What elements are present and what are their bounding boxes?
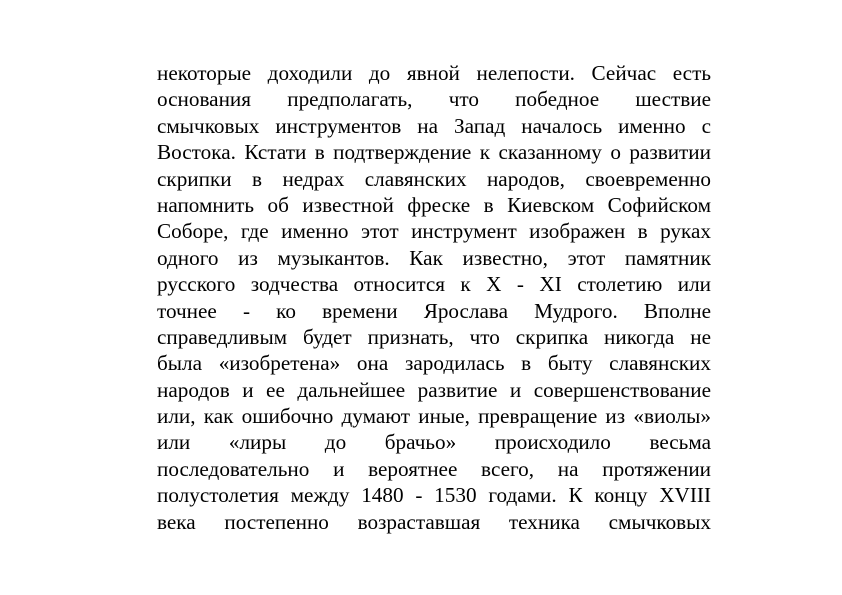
text-line: была «изобретена» она зародилась в быту славянских	[157, 351, 711, 376]
text-line: основания предполагать, что победное шествие	[157, 87, 711, 112]
text-line: смычковых инструментов на Запад началось именно с	[157, 113, 711, 138]
text-line: скрипки в недрах славянских народов, своевременно	[157, 166, 711, 191]
text-line: справедливым будет признать, что скрипка никогда не	[157, 324, 711, 349]
text-line: полустолетия между 1480 - 1530 годами. К концу XVIII	[157, 483, 711, 508]
text-line: русского зодчества относится к X - XI столетию или	[157, 272, 711, 297]
body-text	[157, 60, 711, 535]
text-line: народов и ее дальнейшее развитие и совершенствование	[157, 377, 711, 402]
text-line: напомнить об известной фреске в Киевском Софийском	[157, 192, 711, 217]
text-line: точнее - ко времени Ярослава Мудрого. Вполне	[157, 298, 711, 323]
text-line: или, как ошибочно думают иные, превращение из «виолы»	[157, 404, 711, 429]
text-line: Востока. Кстати в подтверждение к сказанному о развитии	[157, 140, 711, 165]
text-line: последовательно и вероятнее всего, на протяжении	[157, 456, 711, 481]
text-line: одного из музыкантов. Как известно, этот памятник	[157, 245, 711, 270]
text-line: Соборе, где именно этот инструмент изображен в руках	[157, 219, 711, 244]
text-line: некоторые доходили до явной нелепости. Сейчас есть	[157, 61, 711, 85]
text-line: или «лиры до брачьо» происходило весьма	[157, 430, 711, 455]
text-line: века постепенно возраставшая техника смычковых	[157, 509, 711, 534]
